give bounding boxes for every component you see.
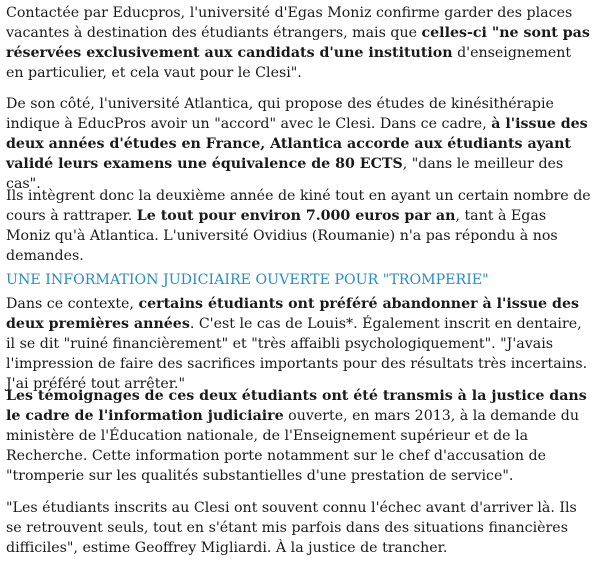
paragraph-cost [6, 186, 591, 266]
section-heading: UNE INFORMATION JUDICIAIRE OUVERTE POUR "TROMPERIE" [6, 272, 489, 288]
bold-segment: Le tout pour environ 7.000 euros par an [136, 208, 456, 224]
text-segment: Dans ce contexte, [6, 296, 139, 312]
text-segment: d'enseignement en particulier, et cela vaut pour le Clesi". [6, 45, 572, 81]
text-segment: Contactée par Educpros, l'université d'Egas Moniz confirme garder des places vacantes à destination des étudiants étrangers, mais que [6, 5, 573, 41]
paragraph-quote [6, 498, 591, 558]
paragraph-justice [6, 386, 591, 486]
bold-segment: à l'issue des deux années d'études en France, Atlantica accorde aux étudiants ayant validé leurs examens une équivalence de 80 ECTS [6, 116, 588, 172]
text-segment: Ils intègrent donc la deuxième année de kiné tout en ayant un certain nombre de cours à rattraper. [6, 188, 591, 224]
text-segment: . C'est le cas de Louis*. Également inscrit en dentaire, il se dit "ruiné financièrement" et "très affaibli psychologiquement". "J'avais l'impression de faire des sacrifices importants pour des résultats très incertains. J'ai préféré tout arrêter." [6, 316, 588, 392]
text-segment: , "dans le meilleur des cas". [6, 156, 564, 192]
text-segment: De son côté, l'université Atlantica, qui propose des études de kinésithérapie indique à EducPros avoir un "accord" avec le Clesi. Dans ce cadre, [6, 96, 554, 132]
text-segment: "Les étudiants inscrits au Clesi ont souvent connu l'échec avant d'arriver là. Ils se retrouvent seuls, tout en s'étant mis parfois dans des situations financières difficiles", estime Geoffrey Migliardi. À la justice de trancher. [6, 500, 577, 556]
bold-segment: Les témoignages de ces deux étudiants ont été transmis à la justice dans le cadre de l'information judiciaire [6, 388, 587, 424]
paragraph-egas-moniz [6, 3, 591, 83]
bold-segment: celles-ci "ne sont pas réservées exclusivement aux candidats d'une institution [6, 25, 590, 61]
paragraph-louis [6, 294, 591, 394]
text-segment: ouverte, en mars 2013, à la demande du ministère de l'Éducation nationale, de l'Enseignement supérieur et de la Recherche. Cette information porte notamment sur le chef d'accusation de "tromperie sur les qualités substantielles d'une prestation de service". [6, 408, 580, 484]
text-segment: , tant à Egas Moniz qu'à Atlantica. L'université Ovidius (Roumanie) n'a pas répondu à nos demandes. [6, 208, 558, 264]
paragraph-atlantica [6, 94, 591, 194]
bold-segment: certains étudiants ont préféré abandonner à l'issue des deux premières années [6, 296, 579, 332]
